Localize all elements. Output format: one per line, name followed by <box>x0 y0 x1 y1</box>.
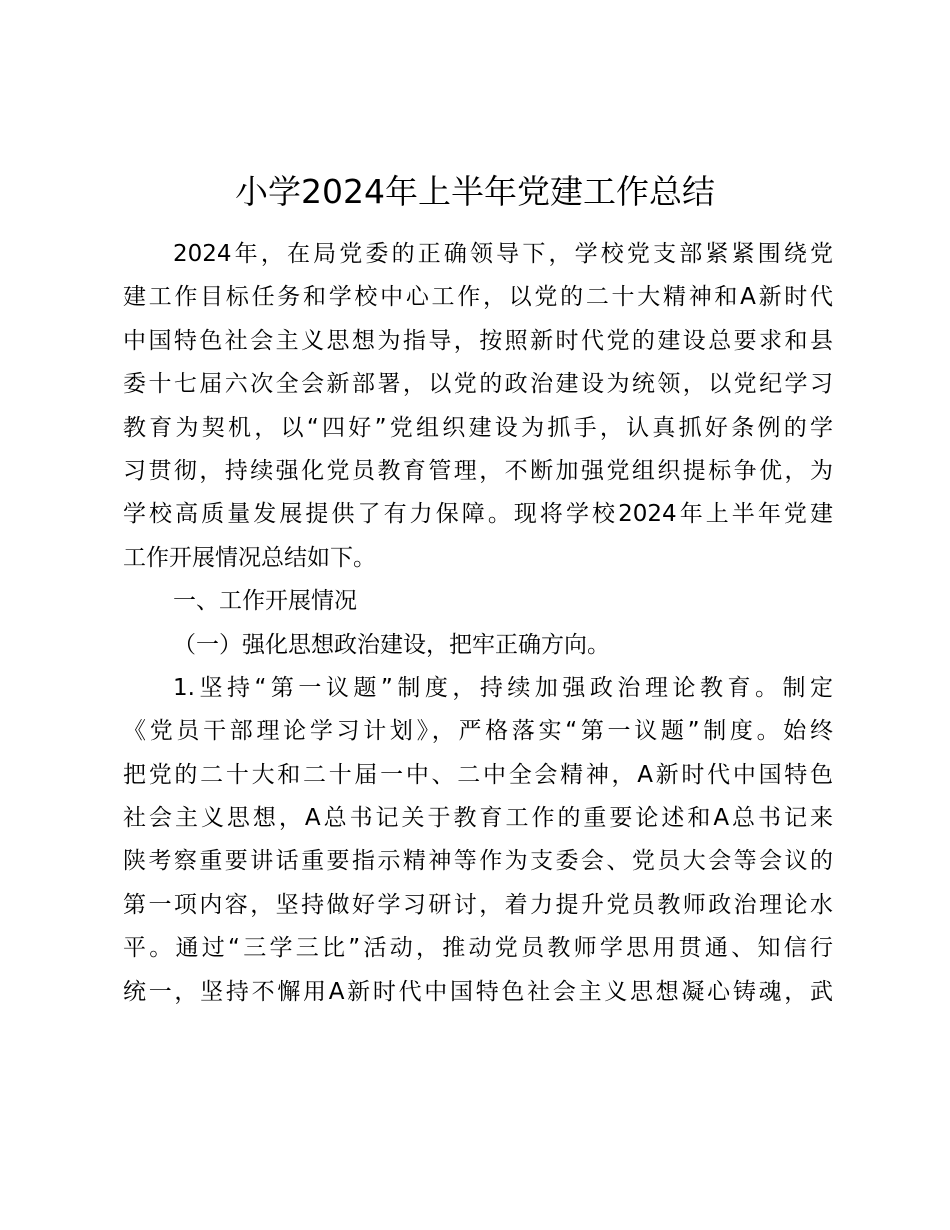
paragraph-line: 工作开展情况总结如下。 <box>123 544 376 571</box>
paragraph-line: 第一项内容，坚持做好学习研讨，着力提升党员教师政治理论水 <box>123 891 833 918</box>
paragraph-line: 学校高质量发展提供了有力保障。现将学校2024年上半年党建 <box>123 501 833 528</box>
paragraph-line: 2024年，在局党委的正确领导下，学校党支部紧紧围绕党 <box>173 241 833 267</box>
paragraph-line: 习贯彻，持续强化党员教育管理，不断加强党组织提标争优，为 <box>123 457 833 484</box>
document-body <box>123 233 833 1014</box>
paragraph-line: 平。通过“三学三比”活动，推动党员教师学思用贯通、知信行 <box>123 935 833 962</box>
paragraph-line: 教育为契机，以“四好”党组织建设为抓手，认真抓好条例的学 <box>123 414 833 441</box>
paragraph-line: 委十七届六次全会新部署，以党的政治建设为统领，以党纪学习 <box>123 371 833 398</box>
document-title: 小学2024年上半年党建工作总结 <box>235 172 715 211</box>
paragraph-line: 把党的二十大和二十届一中、二中全会精神，A新时代中国特色 <box>123 761 833 788</box>
paragraph-line: 《党员干部理论学习计划》，严格落实“第一议题”制度。始终 <box>123 718 833 745</box>
section-heading: 一、工作开展情况 <box>173 588 357 615</box>
paragraph-line: 中国特色社会主义思想为指导，按照新时代党的建设总要求和县 <box>123 327 833 354</box>
paragraph-line: 陕考察重要讲话重要指示精神等作为支委会、党员大会等会议的 <box>123 848 833 875</box>
paragraph-line: 建工作目标任务和学校中心工作，以党的二十大精神和A新时代 <box>123 284 833 311</box>
subsection-heading: （一）强化思想政治建设，把牢正确方向。 <box>173 631 610 658</box>
paragraph-line: 社会主义思想，A总书记关于教育工作的重要论述和A总书记来 <box>123 805 833 832</box>
paragraph-line: 1.坚持“第一议题”制度，持续加强政治理论教育。制定 <box>173 674 833 701</box>
paragraph-line: 统一，坚持不懈用A新时代中国特色社会主义思想凝心铸魂，武 <box>123 978 833 1005</box>
